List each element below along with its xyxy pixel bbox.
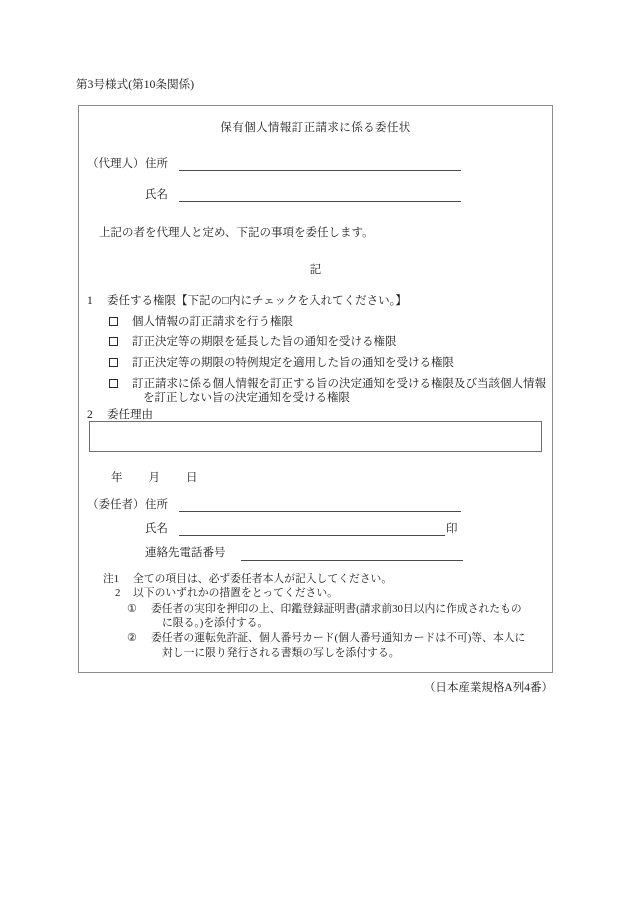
checkbox-icon[interactable] — [109, 358, 118, 367]
agent-name-input[interactable] — [179, 189, 461, 202]
section-1 — [87, 296, 546, 412]
delegator-address-input[interactable] — [179, 499, 461, 512]
delegator-role-label: （委任者） — [87, 499, 145, 511]
delegator-phone-input[interactable] — [241, 548, 463, 561]
delegator-phone-label: 連絡先電話番号 — [145, 547, 226, 560]
checkbox-label-line1: 訂正決定等の期限を延長した旨の通知を受ける権限 — [132, 336, 397, 349]
checkbox-icon[interactable] — [109, 317, 118, 326]
agent-address-label: 住所 — [145, 158, 168, 170]
checkbox-item[interactable] — [87, 377, 546, 406]
note-1-text: 全ての項目は、必ず委任者本人が記入してください。 — [133, 573, 393, 585]
note-sub-2-text — [151, 631, 525, 660]
note-sub-item-2 — [103, 631, 525, 660]
checkbox-item[interactable] — [87, 335, 546, 350]
section-2-heading: 委任理由 — [107, 409, 153, 421]
checkbox-label — [132, 377, 546, 406]
ki-heading-mark: 記 — [309, 264, 322, 276]
paper-size-note: （日本産業規格A列4番） — [423, 682, 553, 694]
note-sub-1-line1: 委任者の実印を押印の上、印鑑登録証明書(請求前30日以内に作成されたもの — [151, 602, 522, 615]
notes-section — [103, 572, 525, 660]
section-2 — [87, 406, 153, 422]
section-1-heading: 委任する権限【下記の□内にチェックを入れてください。】 — [107, 295, 407, 307]
checkbox-item[interactable] — [87, 315, 546, 330]
note-1-tag: 注1 — [103, 573, 120, 585]
form-number: 第3号様式(第10条関係) — [76, 79, 195, 91]
delegator-name-input[interactable] — [179, 523, 445, 536]
checkbox-label-line1: 訂正決定等の期限の特例規定を適用した旨の通知を受ける権限 — [132, 356, 454, 369]
agent-address-row — [79, 158, 552, 171]
checkbox-label — [132, 335, 397, 350]
form-inner — [79, 106, 552, 672]
form-frame — [78, 105, 553, 673]
page-title: 保有個人情報訂正請求に係る委任状 — [220, 122, 411, 134]
delegator-section — [79, 499, 552, 572]
checkbox-label — [132, 315, 293, 330]
seal-mark-label: 印 — [446, 522, 458, 535]
note-row-1 — [103, 572, 525, 586]
delegation-statement: 上記の者を代理人と定め、下記の事項を委任します。 — [99, 227, 374, 239]
note-sub-2-line2: 対し一に限り発行される書類の写しを添付する。 — [162, 646, 400, 659]
agent-section — [79, 158, 552, 220]
note-sub-2-tag: ② — [127, 632, 137, 645]
section-2-number: 2 — [87, 409, 93, 421]
checkbox-item[interactable] — [87, 356, 546, 371]
delegator-name-row — [79, 523, 552, 536]
date-day-label: 日 — [186, 472, 198, 484]
note-sub-1-line2: に限る。)を添付する。 — [162, 616, 269, 629]
date-line[interactable] — [111, 469, 198, 485]
checkbox-label-line1: 個人情報の訂正請求を行う権限 — [132, 315, 293, 328]
note-sub-1-text — [151, 602, 522, 631]
section-1-heading-row — [87, 296, 546, 308]
section-1-number: 1 — [87, 295, 93, 307]
agent-name-label: 氏名 — [145, 189, 168, 202]
delegator-address-label: 住所 — [145, 499, 168, 511]
delegator-phone-row — [79, 547, 552, 560]
agent-role-label: （代理人） — [87, 158, 145, 170]
checkbox-icon[interactable] — [109, 337, 118, 346]
checkbox-label-line2: を訂正しない旨の決定通知を受ける権限 — [143, 392, 350, 405]
note-sub-2-line1: 委任者の運転免許証、個人番号カード(個人番号通知カードは不可)等、本人に — [151, 632, 526, 645]
delegator-address-row — [79, 499, 552, 512]
delegator-name-label: 氏名 — [145, 523, 168, 536]
agent-name-row — [79, 189, 552, 202]
checkbox-label-line1: 訂正請求に係る個人情報を訂正する旨の決定通知を受ける権限及び当該個人情報 — [132, 377, 546, 390]
agent-address-input[interactable] — [179, 158, 461, 171]
date-year-label: 年 — [111, 472, 123, 484]
date-month-label: 月 — [148, 472, 160, 484]
reason-textarea[interactable] — [89, 421, 542, 452]
note-sub-1-tag: ① — [127, 602, 137, 615]
note-sub-item-1 — [103, 602, 525, 631]
note-2-tag: 2 — [115, 587, 121, 600]
checkbox-label — [132, 356, 454, 371]
note-row-2 — [103, 586, 525, 600]
checkbox-icon[interactable] — [109, 379, 118, 388]
note-2-text: 以下のいずれかの措置をとってください。 — [133, 587, 338, 600]
